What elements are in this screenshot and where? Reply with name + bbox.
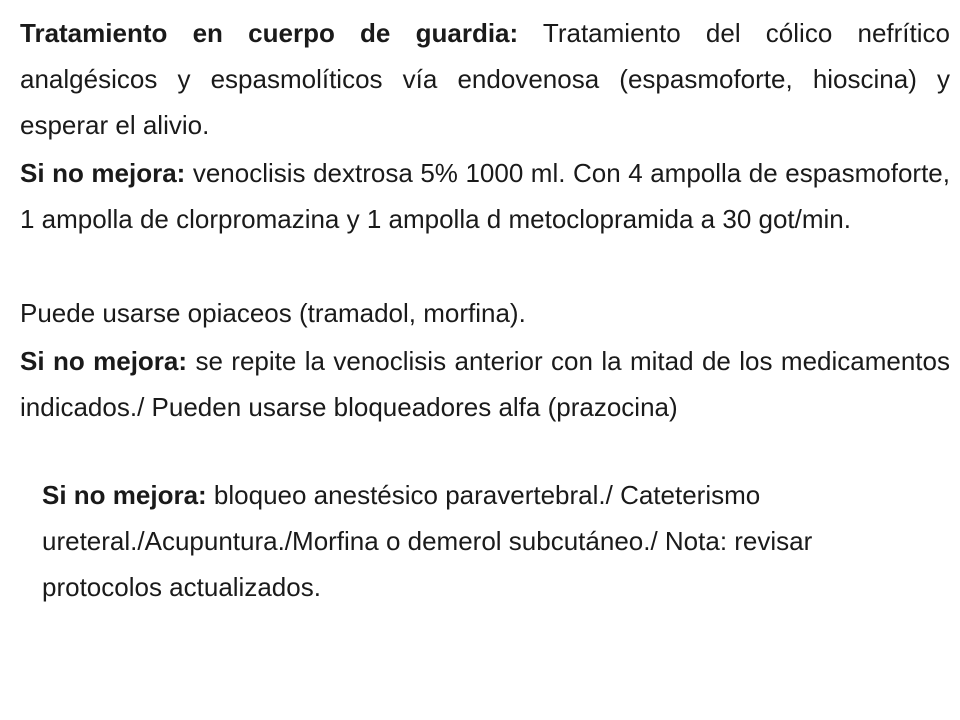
paragraph-emergency-treatment <box>20 10 950 148</box>
paragraph-if-no-improvement-1 <box>20 150 950 242</box>
paragraph-opioids <box>20 290 950 336</box>
paragraph-text: Tratamiento del cólico nefrítico analgésicos y espasmolíticos vía endovenosa (espasmoforte, hioscina) y esperar el alivio. <box>20 18 950 140</box>
paragraph-if-no-improvement-2 <box>20 338 950 430</box>
paragraph-text: bloqueo anestésico paravertebral./ Cateterismo ureteral./Acupuntura./Morfina o demerol subcutáneo./ Nota: revisar protocolos actualizados. <box>42 480 813 602</box>
paragraph-lead: Tratamiento en cuerpo de guardia: <box>20 18 519 48</box>
paragraph-lead: Si no mejora: <box>20 158 186 188</box>
paragraph-lead: Si no mejora: <box>20 346 188 376</box>
paragraph-lead: Si no mejora: <box>42 480 207 510</box>
paragraph-text: venoclisis dextrosa 5% 1000 ml. Con 4 ampolla de espasmoforte, 1 ampolla de clorpromazina y 1 ampolla d metoclopramida a 30 got/min. <box>20 158 950 234</box>
paragraph-if-no-improvement-3 <box>42 472 902 610</box>
paragraph-text: se repite la venoclisis anterior con la mitad de los medicamentos indicados./ Pueden usarse bloqueadores alfa (prazocina) <box>20 346 950 422</box>
paragraph-text: Puede usarse opiaceos (tramadol, morfina). <box>20 298 526 328</box>
